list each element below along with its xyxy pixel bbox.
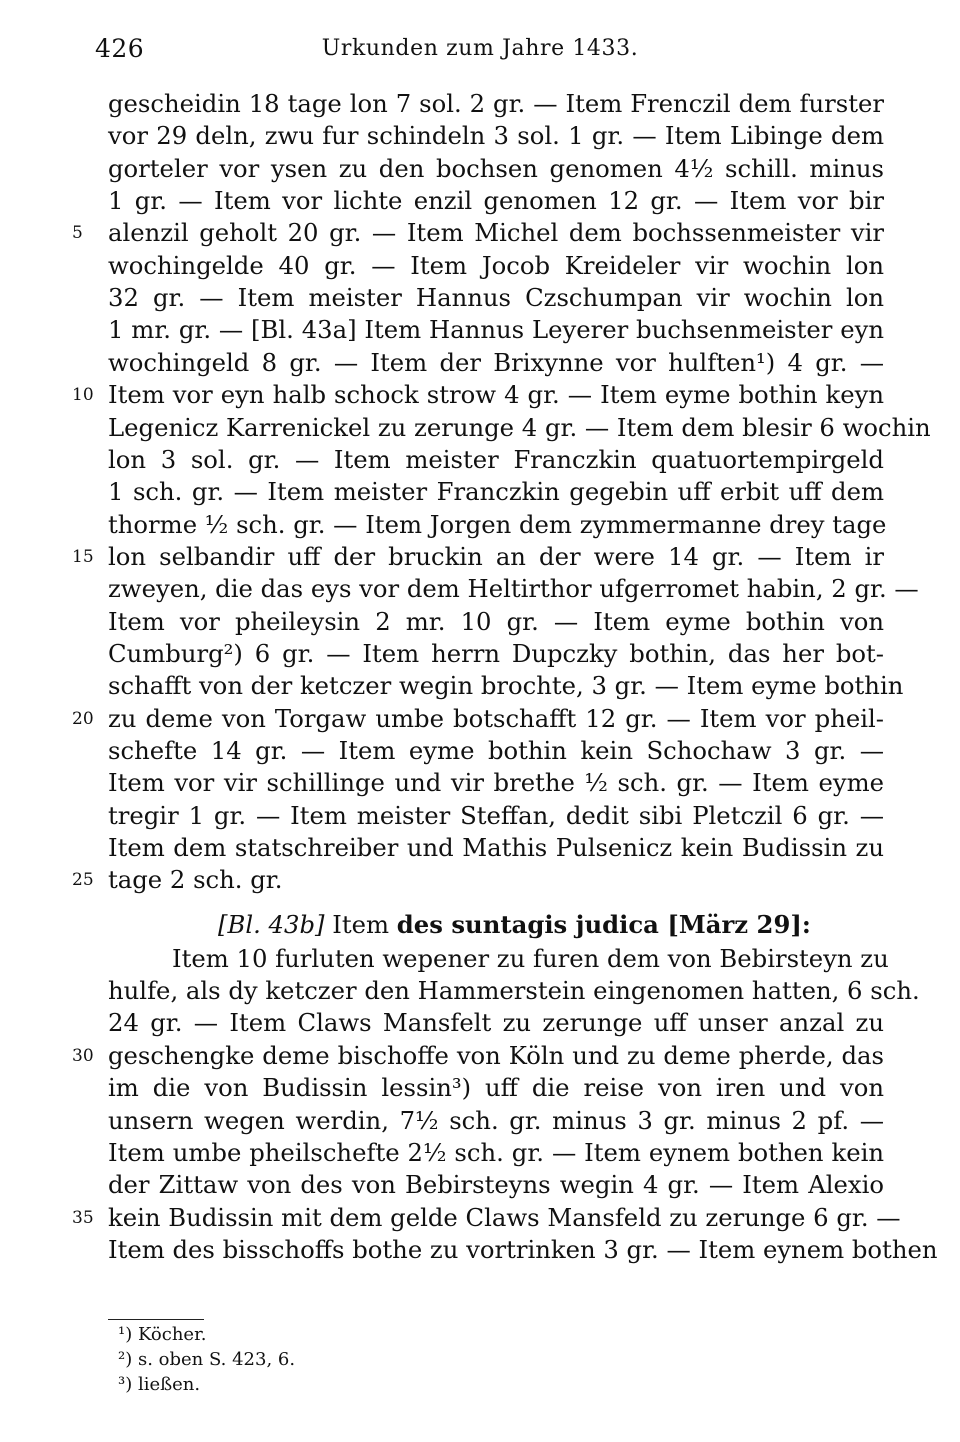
footnote: ¹) Köcher. bbox=[118, 1324, 207, 1345]
footnote: ²) s. oben S. 423, 6. bbox=[118, 1349, 296, 1370]
line-number: 25 bbox=[72, 870, 94, 891]
text-line: wochingeld 8 gr. — Item der Brixynne vor hulften¹) 4 gr. — bbox=[108, 347, 884, 377]
text-line: Item dem statschreiber und Mathis Pulsenicz kein Budissin zu bbox=[108, 833, 884, 863]
line-number: 5 bbox=[72, 223, 83, 244]
text-line: schefte 14 gr. — Item eyme bothin kein Schochaw 3 gr. — bbox=[108, 736, 884, 765]
text-line: Item 10 furluten wepener zu furen dem von Bebirsteyn zu bbox=[172, 943, 889, 973]
text-line: hulfe, als dy ketczer den Hammerstein eingenomen hatten, 6 sch. bbox=[108, 976, 920, 1006]
folio-ref: [Bl. 43b] bbox=[218, 909, 325, 939]
text-line: tregir 1 gr. — Item meister Steffan, dedit sibi Pletczil 6 gr. — bbox=[108, 800, 884, 830]
line-number: 35 bbox=[72, 1207, 94, 1228]
text-line: 1 sch. gr. — Item meister Franczkin gegebin uff erbit uff dem bbox=[108, 477, 884, 507]
text-line: gorteler vor ysen zu den bochsen genomen 4½ schill. minus bbox=[108, 153, 884, 183]
text-line: Cumburg²) 6 gr. — Item herrn Dupczky bothin, das her bot- bbox=[108, 638, 884, 668]
line-number: 30 bbox=[72, 1045, 94, 1066]
text-line: lon selbandir uff der bruckin an der were 14 gr. — Item ir bbox=[108, 541, 884, 571]
text-line: Item vor eyn halb schock strow 4 gr. — Item eyme bothin keyn bbox=[108, 380, 884, 410]
line-number: 10 bbox=[72, 385, 94, 406]
text-line: Item umbe pheilschefte 2½ sch. gr. — Item eynem bothen kein bbox=[108, 1137, 884, 1167]
text-line: Legenicz Karrenickel zu zerunge 4 gr. — Item dem blesir 6 wochin bbox=[108, 412, 931, 442]
text-line: thorme ½ sch. gr. — Item Jorgen dem zymmermanne drey tage bbox=[108, 509, 887, 539]
line-number: 15 bbox=[72, 546, 94, 567]
section-heading bbox=[218, 908, 884, 942]
text-line: zu deme von Torgaw umbe botschafft 12 gr. — Item vor pheil- bbox=[108, 703, 884, 733]
text-line: schafft von der ketczer wegin brochte, 3 gr. — Item eyme bothin bbox=[108, 671, 904, 701]
text-line: im die von Budissin lessin³) uff die reise von iren und von bbox=[108, 1073, 884, 1103]
text-line: 32 gr. — Item meister Hannus Czschumpan vir wochin lon bbox=[108, 283, 884, 313]
page-header bbox=[0, 34, 960, 64]
running-title: Urkunden zum Jahre 1433. bbox=[321, 36, 639, 61]
text-line: der Zittaw von des von Bebirsteyns wegin 4 gr. — Item Alexio bbox=[108, 1170, 884, 1200]
footnotes bbox=[118, 1322, 295, 1397]
text-line: wochingelde 40 gr. — Item Jocob Kreideler vir wochin lon bbox=[108, 250, 884, 280]
line-number: 20 bbox=[72, 708, 94, 729]
heading-item: Item bbox=[332, 909, 390, 939]
text-line: unsern wegen werdin, 7½ sch. gr. minus 3 gr. minus 2 pf. — bbox=[108, 1105, 884, 1135]
text-line: gescheidin 18 tage lon 7 sol. 2 gr. — Item Frenczil dem furster bbox=[108, 89, 884, 118]
text-line: 24 gr. — Item Claws Mansfelt zu zerunge uff unser anzal zu bbox=[108, 1008, 884, 1038]
page-number: 426 bbox=[95, 34, 145, 63]
heading-title: des suntagis judica [März 29]: bbox=[396, 909, 811, 939]
text-line: 1 gr. — Item vor lichte enzil genomen 12 gr. — Item vor bir bbox=[108, 186, 884, 216]
text-line: Item des bisschoffs bothe zu vortrinken 3 gr. — Item eynem bothen bbox=[108, 1234, 938, 1264]
text-line: geschengke deme bischoffe von Köln und zu deme pherde, das bbox=[108, 1040, 884, 1070]
text-line: Item vor pheileysin 2 mr. 10 gr. — Item eyme bothin von bbox=[108, 606, 884, 636]
text-line: lon 3 sol. gr. — Item meister Franczkin quatuortempirgeld bbox=[108, 444, 884, 474]
text-line: zweyen, die das eys vor dem Heltirthor ufgerromet habin, 2 gr. — bbox=[108, 574, 919, 604]
text-line: vor 29 deln, zwu fur schindeln 3 sol. 1 gr. — Item Libinge dem bbox=[108, 121, 884, 151]
footnote-rule bbox=[108, 1319, 204, 1320]
footnote: ³) ließen. bbox=[118, 1374, 201, 1395]
text-line: Item vor vir schillinge und vir brethe ½ sch. gr. — Item eyme bbox=[108, 768, 884, 798]
text-line: 1 mr. gr. — [Bl. 43a] Item Hannus Leyerer buchsenmeister eyn bbox=[108, 315, 884, 345]
text-line: kein Budissin mit dem gelde Claws Mansfeld zu zerunge 6 gr. — bbox=[108, 1202, 901, 1232]
text-line: tage 2 sch. gr. bbox=[108, 865, 283, 895]
text-line: alenzil geholt 20 gr. — Item Michel dem bochssenmeister vir bbox=[108, 218, 884, 248]
